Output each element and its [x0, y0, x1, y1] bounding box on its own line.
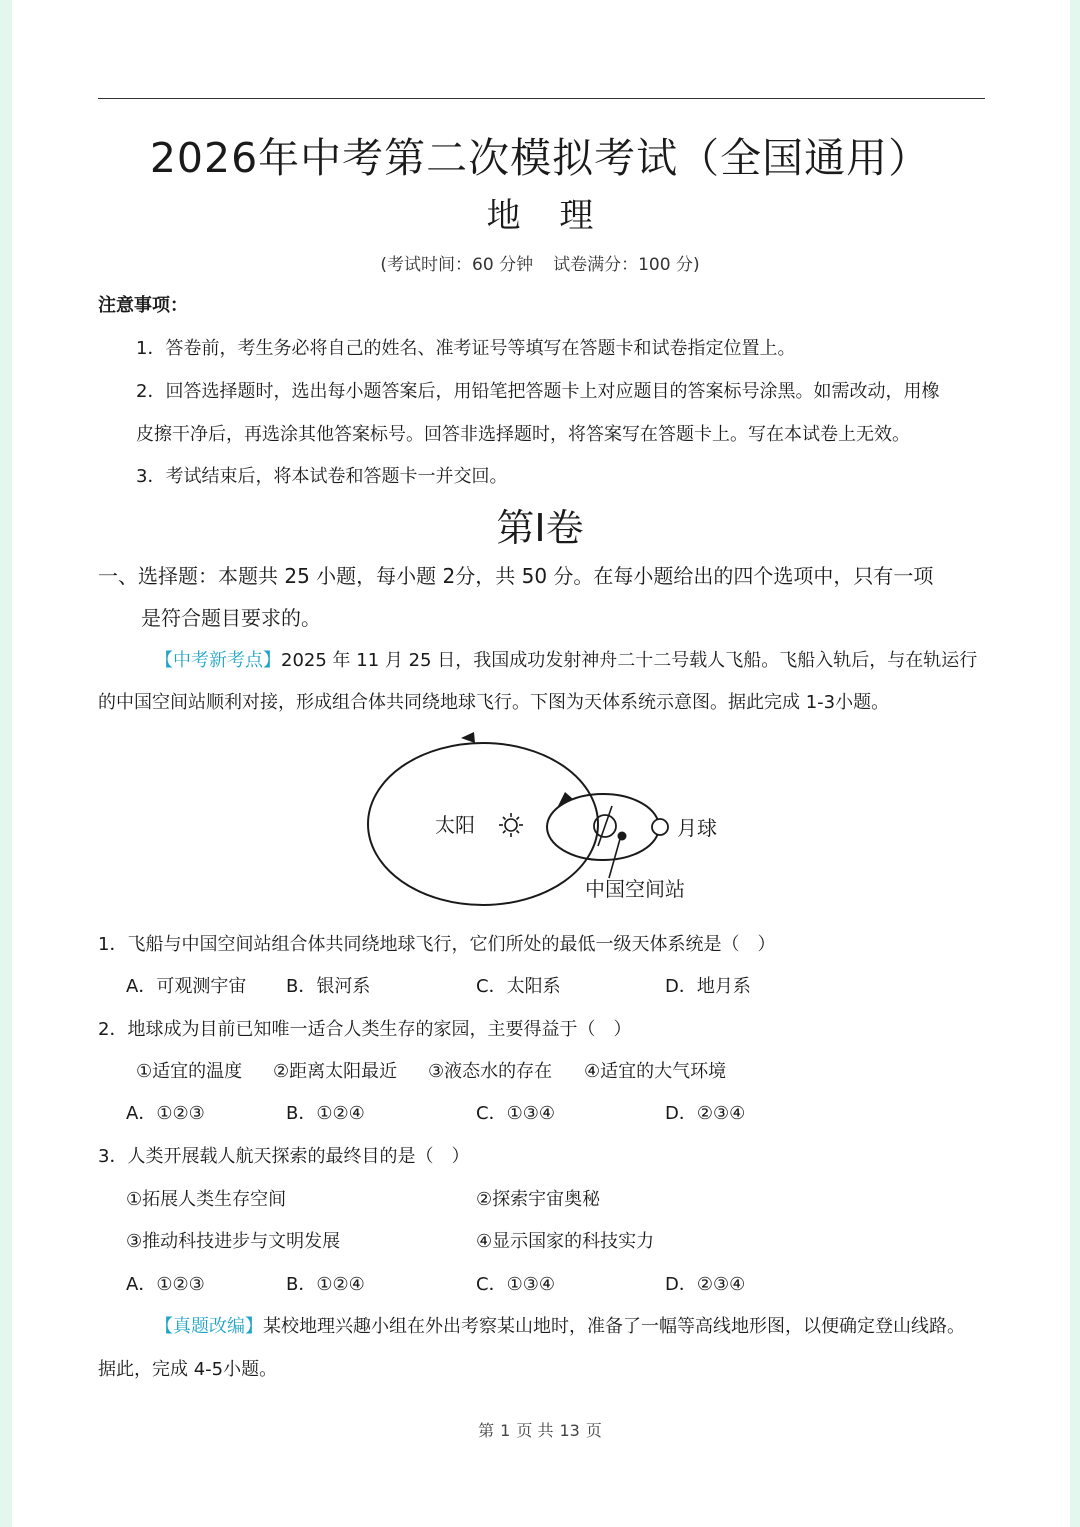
notice-item-2: 2．回答选择题时，选出每小题答案后，用铅笔把答题卡上对应题目的答案标号涂黑。如需改动，用橡: [136, 381, 940, 402]
question-3-statement-2: ②探索宇宙奥秘: [476, 1189, 601, 1210]
question-3-statement-3: ③推动科技进步与文明发展: [126, 1231, 341, 1252]
page-total: 13: [559, 1421, 580, 1440]
question-3-statement-1: ①拓展人类生存空间: [126, 1189, 287, 1210]
moon-label: 月球: [677, 816, 717, 840]
question-2-option-d: D．②③④: [665, 1103, 746, 1124]
notice-item-3: 3．考试结束后，将本试卷和答题卡一并交回。: [136, 466, 508, 487]
question-3-stem: 3．人类开展载人航天探索的最终目的是（ ）: [98, 1146, 470, 1167]
moon-orbit-arrow: [557, 792, 573, 808]
exam-title: 2026年中考第二次模拟考试（全国通用）: [149, 134, 931, 182]
space-station-label: 中国空间站: [585, 877, 685, 901]
question-3-option-d: D．②③④: [665, 1274, 746, 1295]
question-1-option-d: D．地月系: [665, 976, 751, 997]
question-3-option-a: A．①②③: [126, 1274, 205, 1295]
earth-orbit-arrow: [461, 732, 475, 743]
question-1-option-b: B．银河系: [286, 976, 371, 997]
celestial-system-diagram: [355, 728, 735, 918]
subject-title: 地 理: [486, 196, 608, 236]
question-2-statement-2: ②距离太阳最近: [273, 1061, 398, 1082]
notice-item-1: 1．答卷前，考生务必将自己的姓名、准考证号等填写在答题卡和试卷指定位置上。: [136, 338, 796, 359]
passage-1-line-1: 【中考新考点】2025 年 11 月 25 日，我国成功发射神舟二十二号载人飞船。飞船入轨后，与在轨运行: [155, 650, 978, 671]
question-2-stem: 2．地球成为目前已知唯一适合人类生存的家园，主要得益于（ ）: [98, 1019, 632, 1040]
passage-2-line-2: 据此，完成 4-5小题。: [98, 1359, 278, 1380]
part-title: 第Ⅰ卷: [496, 506, 584, 550]
question-2-option-c: C．①③④: [476, 1103, 555, 1124]
question-3-statement-4: ④显示国家的科技实力: [476, 1231, 655, 1252]
question-1-stem: 1．飞船与中国空间站组合体共同绕地球飞行，它们所处的最低一级天体系统是（ ）: [98, 934, 776, 955]
notice-item-2-cont: 皮擦干净后，再选涂其他答案标号。回答非选择题时，将答案写在答题卡上。写在本试卷上无效。: [136, 424, 910, 445]
section-heading-cont: 是符合题目要求的。: [141, 606, 321, 630]
question-3-option-b: B．①②④: [286, 1274, 365, 1295]
question-2-option-b: B．①②④: [286, 1103, 365, 1124]
question-1-option-c: C．太阳系: [476, 976, 561, 997]
passage-2-line-1: 【真题改编】某校地理兴趣小组在外出考察某山地时，准备了一幅等高线地形图，以便确定登山线路。: [155, 1316, 965, 1337]
sun-icon: [499, 813, 523, 837]
full-score: 试卷满分：100 分): [553, 255, 700, 275]
sun-label: 太阳: [435, 813, 475, 837]
question-2-option-a: A．①②③: [126, 1103, 205, 1124]
notice-heading: 注意事项：: [98, 295, 188, 316]
question-1-option-a: A．可观测宇宙: [126, 976, 247, 997]
passage-1-tag: 【中考新考点】: [155, 650, 281, 671]
section-heading: 一、选择题：本题共 25 小题，每小题 2分，共 50 分。在每小题给出的四个选项中，只有一项: [98, 564, 934, 588]
exam-time: (考试时间：60 分钟: [380, 255, 534, 275]
question-2-statement-4: ④适宜的大气环境: [584, 1061, 727, 1082]
moon-icon: [652, 819, 668, 835]
page-footer: 第 1 页 共 13 页: [478, 1421, 602, 1440]
header-rule: [98, 98, 985, 99]
question-2-statement-3: ③液态水的存在: [428, 1061, 553, 1082]
earth-orbit: [368, 743, 598, 905]
exam-meta: [0, 252, 1080, 278]
space-station-dot: [618, 832, 627, 841]
question-2-statement-1: ①适宜的温度: [136, 1061, 243, 1082]
passage-1-line-2: 的中国空间站顺利对接，形成组合体共同绕地球飞行。下图为天体系统示意图。据此完成 1-3小题。: [98, 692, 890, 713]
passage-2-tag: 【真题改编】: [155, 1316, 263, 1337]
question-3-option-c: C．①③④: [476, 1274, 555, 1295]
page-number: 1: [500, 1421, 511, 1440]
